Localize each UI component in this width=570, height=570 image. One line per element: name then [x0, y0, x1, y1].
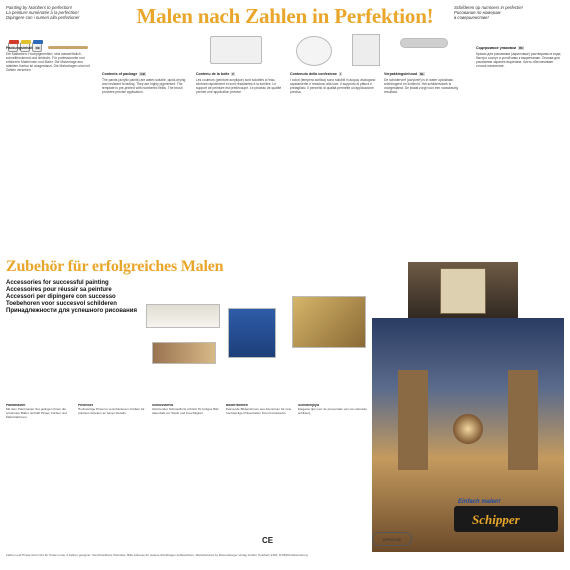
tagline-left — [6, 5, 116, 21]
column-text: Краски для рисования (акриловые) растворимы в воде, быстро сохнут и устойчивы к выцветанию. Основа для рисования заранее вырезана. Кисть обеспечивает точное нанесение. — [476, 52, 562, 69]
tagline-left-1: Painting by Numbers to perfection! — [6, 5, 72, 10]
accessory-column — [152, 404, 220, 554]
brand-tagline: Einfach malen! — [458, 499, 501, 505]
tagline-left-2: La peinture numérotée à la perfection! — [6, 10, 79, 16]
column-text: The paints (acrylic paints) are water-soluble, quick-drying and resistant to fading. They are highly pigmented. The template is pre-printed with numbered fields. The brush provides precise application. — [102, 78, 186, 95]
accessory-text: Mit dem Paintmaster Set gelingen Ihnen die schönsten Bilder. Enthält Pinsel, Farben und Malschablonen. — [6, 406, 67, 419]
column-text: Les couleurs (peinture acrylique) sont solubles à l'eau, séchant rapidement et sont résistantes à la lumière. Le support de peinture est prédécoupé. Le pinceau de qualité permet une application précise. — [196, 78, 282, 95]
accessory-column — [298, 404, 368, 554]
brand-logo — [454, 499, 558, 532]
column-text: Die Malfarben: Hochpigmentiert, sind wasserlöslich, schnelltrocknend und lichtecht. Für professionelle und erfahrene Malerinnen und Maler. Die Malvorlage aus stabilem Karton ist ausgestanzt. Die Malvorlagen sind mit Zahlen versehen. — [6, 52, 90, 73]
accessories-subtitle: Accessoires pour réussir sa peinture — [6, 287, 112, 293]
ce-mark: CE — [262, 536, 274, 545]
accessories-subtitle: Accessories for successful painting — [6, 280, 109, 286]
brand-wordmark: Schipper — [472, 512, 520, 527]
column-heading: Verpakkingsinhoud NL — [384, 72, 425, 76]
accessory-heading: Bilderrahmen — [226, 404, 248, 407]
tagline-right-3: в совершенстве! — [454, 15, 489, 21]
accessories-subtitle: Accessori per dipingere con successo — [6, 294, 116, 300]
column-nl — [384, 72, 470, 290]
accessory-heading: Paintmaster — [6, 404, 26, 407]
frame-photo — [292, 296, 366, 348]
footer-text: Farben und Pinsel sind nicht für Kinder unter 3 Jahren geeignet. Verschluckbare Kleinteile. Bitte Adresse für weitere Rückfragen aufbewahren. Manufactured by Ravensburger Verlag GmbH, Postfach 2460, D-88194 Ravensburg. — [6, 553, 309, 557]
brushes-photo — [152, 342, 216, 364]
column-heading: Contenu de la boîte F — [196, 72, 235, 76]
accessories-subtitle: Toebehoren voor succesvol schilderen — [6, 301, 117, 307]
column-heading: Packungsinhalt DE — [6, 46, 40, 50]
column-heading: Contenuto della confezione I — [290, 72, 341, 76]
accessory-column — [78, 404, 146, 554]
accessory-column — [226, 404, 292, 554]
accessory-column — [6, 404, 72, 554]
tagline-right-1: Schilderen op nummers in perfectie! — [454, 5, 523, 10]
column-text: De schilderverf (acrylverf) is in water oplosbaar, sneldrogend en lichtecht. Het schildersdoek is voorgestanst. De kwast zorgt voor een nauwkeurig resultaat. — [384, 78, 459, 95]
accessories-title: Zubehör für erfolgreiches Malen — [6, 258, 224, 275]
tagline-left-3: Dipingere con i numeri alla perfezione! — [6, 15, 80, 21]
accessory-heading: Schilderijlijst — [298, 404, 320, 407]
accessory-text: Passende Bilderrahmen aus Aluminium für eine hochwertige Präsentation Ihres Kunstwerks. — [226, 406, 292, 415]
main-title: Malen nach Zahlen in Perfektion! — [136, 4, 434, 28]
accessory-heading: Pinselset — [78, 404, 93, 407]
accessories-subtitles — [6, 280, 137, 315]
instructions-columns — [6, 38, 564, 256]
accessory-text: Hochwertige Pinsel in verschiedenen Größen für präzises Arbeiten an feinen Details. — [78, 406, 145, 415]
column-heading: Содержимое упаковки RU — [476, 46, 524, 50]
accessory-heading: Schlussfirnis — [152, 404, 174, 407]
column-text: I colori (tempera acrilica) sono solubili in acqua, asciugano rapidamente e resistono alla luce. Il supporto di pittura è pretagliato. Il pennello di qualità permette un'applicazione precisa. — [290, 78, 376, 95]
canvas-photo — [440, 268, 486, 314]
tagline-right — [454, 5, 564, 21]
varnish-bottle-photo — [228, 308, 276, 358]
approved-badge: APPROVED — [372, 532, 412, 546]
accessory-text: Elegante lijst voor de presentatie van uw voltooide schilderij. — [298, 406, 367, 415]
accessories-subtitle: Принадлежности для успешного рисования — [6, 308, 137, 314]
column-de — [6, 46, 94, 264]
tagline-right-2: Рисование по номерам — [454, 10, 501, 16]
easel-photo — [408, 262, 518, 320]
column-heading: Contents of package GB — [102, 72, 145, 76]
column-ru — [476, 46, 564, 264]
accessory-text: Glänzender Schlussfirnis schützt Ihr fertiges Bild dauerhaft vor Staub und Feuchtigkeit. — [152, 406, 219, 415]
column-i — [290, 72, 378, 290]
brush-set-photo — [146, 304, 220, 328]
